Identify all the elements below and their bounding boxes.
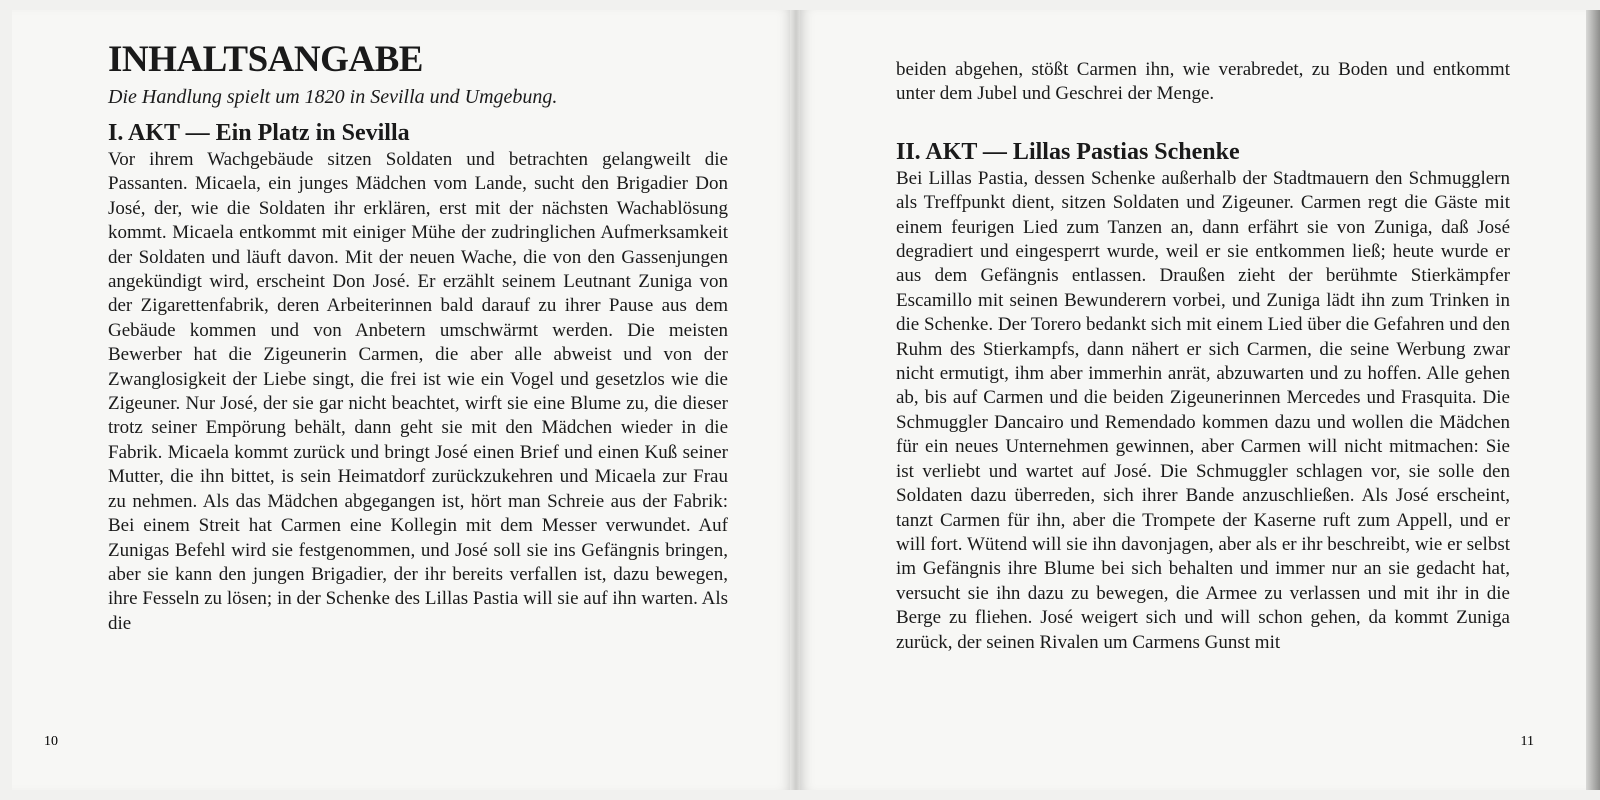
page-title: INHALTSANGABE (108, 39, 423, 80)
act-1-synopsis-continued: beiden abgehen, stößt Carmen ihn, wie verabredet, zu Boden und entkommt unter dem Jubel und Geschrei der Menge. (896, 59, 1510, 105)
left-page-content (108, 38, 728, 636)
act-2-synopsis: Bei Lillas Pastia, dessen Schenke außerhalb der Stadtmauern den Schmugglern als Treffpunkt dient, sitzen Soldaten und Zigeuner. Carmen regt die Gäste mit einem feurigen Lied zum Tanzen an, dann erfährt sie von Zuniga, daß José degradiert und eingesperrt wurde, weil er sie entkommen ließ; heute wurde er aus dem Gefängnis entlassen. Draußen zieht der berühmte Stierkämpfer Escamillo mit seinen Bewunderern vorbei, und Zuniga lädt ihn zum Trinken in die Schenke. Der Torero bedankt sich mit einem Lied über die Gefahren und den Ruhm des Stierkampfs, dann nähert er sich Carmen, die seine Werbung zwar nicht ermutigt, ihm aber immerhin anrät, abzuwarten und zu hoffen. Alle gehen ab, bis auf Carmen und die beiden Zigeunerinnen Mercedes und Frasquita. Die Schmuggler Dancairo und Remendado kommen dazu und wollen die Mädchen für ein neues Unternehmen gewinnen, aber Carmen will nicht mitmachen: Sie ist verliebt und wartet auf José. Die Schmuggler schlagen vor, sie solle den Soldaten dazu überreden, sich ihrer Bande anzuschließen. Als José erscheint, tanzt Carmen für ihn, aber die Trompete der Kaserne ruft zum Appell, und er will fort. Wütend will sie ihn davonjagen, aber als er ihr beschreibt, wie er selbst im Gefängnis ihre Blume bei sich behalten und immer nur an sie gedacht hat, versucht sie ihn dazu zu bewegen, die Armee zu verlassen und mit ihr in die Berge zu fliehen. José weigert sich und will schon gehen, da kommt Zuniga zurück, der seinen Rivalen um Carmens Gunst mit (896, 167, 1510, 653)
page-edge-shadow (1586, 10, 1600, 790)
right-page (800, 10, 1586, 790)
page-number-left: 10 (44, 734, 58, 749)
act-1-synopsis: Vor ihrem Wachgebäude sitzen Soldaten und betrachten gelangweilt die Passanten. Micaela, ein junges Mädchen vom Lande, sucht den Brigadier Don José, der, wie die Soldaten ihr erklären, erst mit der nächsten Wachablösung kommt. Micaela entkommt mit einiger Mühe der zudringlichen Aufmerksamkeit der Soldaten und läuft davon. Mit der neuen Wache, die von den Gassenjungen angekündigt wird, erscheint Don José. Er erzählt seinem Leutnant Zuniga von der Zigarettenfabrik, deren Arbeiterinnen bald darauf zu ihrer Pause aus dem Gebäude kommen und von Anbetern umschwärmt werden. Die meisten Bewerber hat die Zigeunerin Carmen, die aber alle abweist und von der Zwanglosigkeit der Liebe singt, die frei ist wie ein Vogel und gesetzlos wie die Zigeuner. Nur José, der sie gar nicht beachtet, wirft sie eine Blume zu, die dieser trotz seiner Empörung behält, dann geht sie mit den Mädchen wieder in die Fabrik. Micaela kommt zurück und bringt José einen Brief und einen Kuß seiner Mutter, die ihn bittet, is sein Heimatdorf zurückzukehren und Micaela zur Frau zu nehmen. Als das Mädchen abgegangen ist, hört man Schreie aus der Fabrik: Bei einem Streit hat Carmen eine Kollegin mit dem Messer verwundet. Auf Zunigas Befehl wird sie festgenommen, und José soll sie ins Gefängnis bringen, aber sie kann den jungen Brigadier, der ihr bereits verfallen ist, dazu bewegen, ihre Fesseln zu lösen; in der Schenke des Lillas Pastia will sie auf ihn warten. Als die (108, 149, 728, 634)
setting-subtitle: Die Handlung spielt um 1820 in Sevilla und Umgebung. (108, 86, 558, 108)
page-number-right: 11 (1520, 734, 1534, 749)
right-page-content (896, 58, 1510, 655)
left-page (12, 10, 792, 790)
act-1-heading: I. AKT — Ein Platz in Sevilla (108, 120, 410, 146)
act-2-heading: II. AKT — Lillas Pastias Schenke (896, 138, 1240, 165)
